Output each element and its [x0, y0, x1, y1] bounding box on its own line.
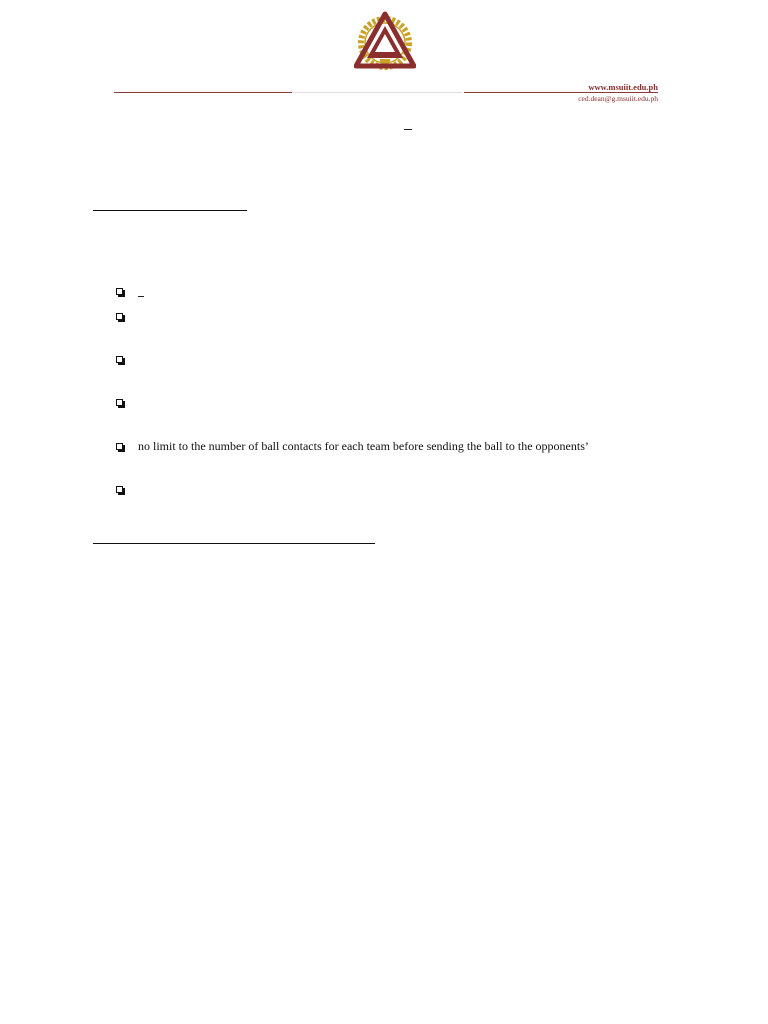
- website-link[interactable]: www.msuiit.edu.ph: [588, 82, 658, 92]
- checkbox-icon: [116, 313, 123, 320]
- list-item: [116, 393, 716, 411]
- header-rule-right: [464, 92, 658, 93]
- checkbox-icon: [116, 399, 123, 406]
- blank-mark: [138, 296, 144, 297]
- list-item: [116, 350, 716, 368]
- list-item: [116, 282, 716, 300]
- header-rule-gap: [292, 92, 462, 93]
- university-logo: [354, 10, 416, 72]
- section-heading-underline-1: [93, 210, 247, 211]
- header-rule-left: [114, 92, 292, 93]
- title-placeholder-mark: [404, 129, 412, 130]
- checkbox-icon: [116, 288, 123, 295]
- list-item: [116, 480, 716, 498]
- list-item: [116, 307, 716, 325]
- checkbox-icon: [116, 443, 123, 450]
- email-link[interactable]: ced.dean@g.msuiit.edu.ph: [578, 94, 658, 103]
- list-item: no limit to the number of ball contacts for each team before sending the ball to the opponents’: [116, 437, 716, 455]
- section-heading-underline-2: [93, 543, 375, 544]
- checkbox-icon: [116, 486, 123, 493]
- checkbox-icon: [116, 356, 123, 363]
